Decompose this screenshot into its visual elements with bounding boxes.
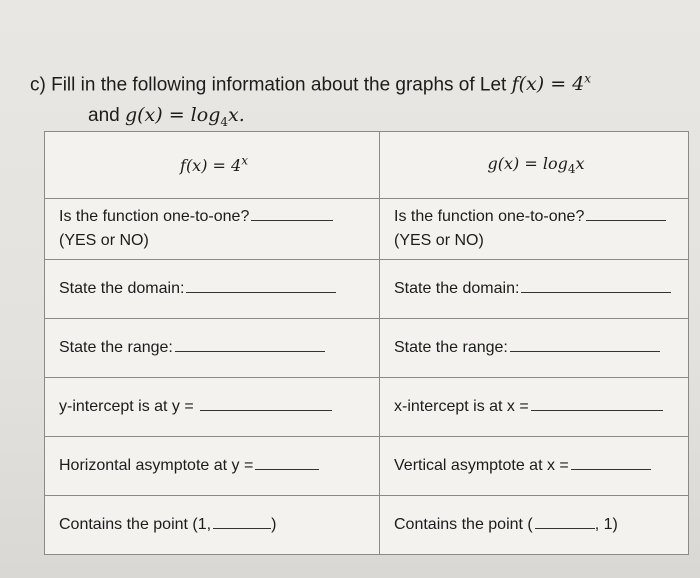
answer-blank[interactable] [535, 528, 595, 529]
answer-blank[interactable] [571, 469, 651, 470]
f-domain-cell: State the domain: [45, 260, 380, 319]
g-range-cell: State the range: [380, 319, 689, 378]
answer-blank[interactable] [175, 351, 325, 352]
g-point-cell: Contains the point ( , 1) [380, 496, 689, 555]
and-text: and [88, 105, 120, 127]
answer-blank[interactable] [255, 469, 319, 470]
table-header-row [45, 132, 689, 199]
g-domain-cell: State the domain: [380, 260, 689, 319]
table-row [45, 199, 689, 260]
f-range-cell: State the range: [45, 319, 380, 378]
g-asymptote-cell: Vertical asymptote at x = [380, 437, 689, 496]
g-intercept-cell: x-intercept is at x = [380, 378, 689, 437]
part-label: c) [30, 74, 46, 96]
answer-blank[interactable] [510, 351, 660, 352]
question-heading [30, 64, 591, 137]
answer-blank[interactable] [521, 292, 671, 293]
table-row [45, 378, 689, 437]
g-definition: $g(x) = \log_4x$. [124, 104, 245, 130]
answer-blank[interactable] [186, 292, 336, 293]
f-one-to-one-cell: Is the function one-to-one? (YES or NO) [45, 199, 380, 260]
g-one-to-one-cell: Is the function one-to-one? (YES or NO) [380, 199, 689, 260]
answer-blank[interactable] [586, 220, 666, 221]
heading-line-1 [30, 64, 591, 100]
answer-blank[interactable] [531, 410, 663, 411]
table-row [45, 260, 689, 319]
f-intercept-cell: y-intercept is at y = [45, 378, 380, 437]
f-column-header: $f(x) = 4^x$ [45, 132, 380, 199]
heading-text: Fill in the following information about the graphs of Let [51, 74, 507, 96]
table-row [45, 319, 689, 378]
answer-blank[interactable] [200, 410, 332, 411]
table-row [45, 496, 689, 555]
g-column-header: $g(x) = \log_4x$ [380, 132, 689, 199]
table-row [45, 437, 689, 496]
f-asymptote-cell: Horizontal asymptote at y = [45, 437, 380, 496]
answer-blank[interactable] [251, 220, 333, 221]
comparison-table [44, 131, 689, 555]
f-point-cell: Contains the point (1, ) [45, 496, 380, 555]
answer-blank[interactable] [213, 528, 271, 529]
f-definition: $f(x) = 4^x$ [511, 72, 592, 96]
